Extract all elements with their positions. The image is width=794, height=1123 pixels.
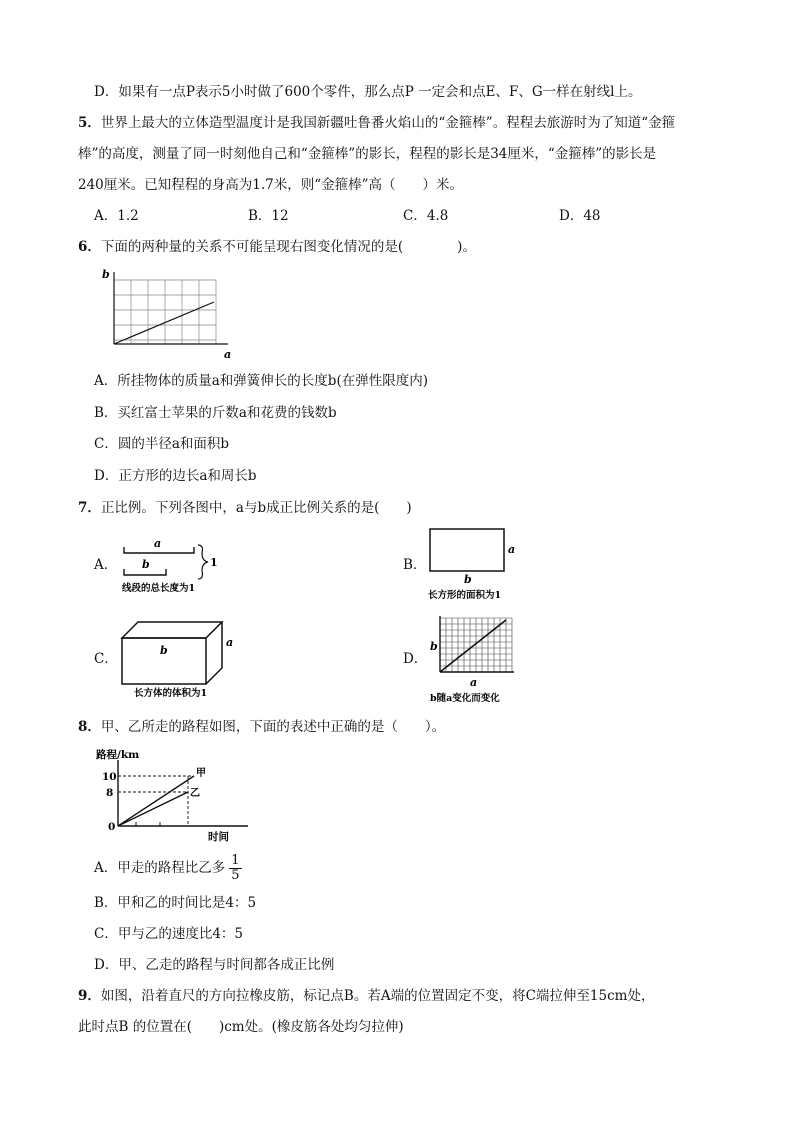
- q7-figc-letter: C．: [94, 651, 118, 667]
- q7-figb-letter: B．: [403, 557, 427, 573]
- q6-graph: [96, 266, 236, 362]
- q5-stem-line1: [78, 113, 675, 133]
- q5-text-line1: 世界上最大的立体造型温度计是我国新疆吐鲁番火焰山的“金箍棒”。程程去旅游时为了知道“金箍: [100, 115, 676, 131]
- q4-option-d: D．如果有一点P表示5小时做了600个零件，那么点P 一定会和点E、F、G一样在射线l上。: [94, 84, 642, 100]
- q5-option-d: D．48: [559, 208, 601, 224]
- q7-figure-d: [424, 612, 534, 706]
- q6-x-label: a: [224, 348, 232, 361]
- q8-series-jia: 甲: [196, 768, 206, 779]
- q6-text: 下面的两种量的关系不可能呈现右图变化情况的是( )。: [100, 239, 476, 255]
- q8-option-a-fraction: [229, 854, 241, 883]
- q8-option-a: [94, 854, 242, 883]
- q7-figure-a: [116, 535, 226, 595]
- q5-stem-line2: 棒”的高度，测量了同一时刻他自己和“金箍棒”的影长，程程的影长是34厘米，“金箍棒”的影长是: [78, 146, 657, 162]
- q7a-b-label: b: [142, 558, 150, 571]
- q7-number: 7．: [78, 500, 101, 516]
- q7b-a-label: a: [508, 543, 516, 556]
- q5-option-c: C．4.8: [403, 208, 449, 224]
- q7a-caption: 线段的总长度为1: [122, 583, 196, 594]
- q5-number: 5．: [78, 115, 101, 131]
- q8-option-c: C．甲与乙的速度比4：5: [94, 926, 244, 942]
- q6-option-c: C．圆的半径a和面积b: [94, 436, 230, 452]
- q8-option-b: B．甲和乙的时间比是4：5: [94, 895, 257, 911]
- q8-line-yi: [118, 792, 188, 826]
- q7-figure-b: [424, 525, 534, 603]
- q9-stem-line1: [78, 986, 654, 1006]
- q6-option-a: A．所挂物体的质量a和弹簧伸长的长度b(在弹性限度内): [94, 373, 428, 389]
- q7a-a-label: a: [154, 537, 162, 550]
- q8-origin: 0: [108, 821, 116, 833]
- q7-figa-letter: A．: [94, 557, 118, 573]
- q8-tick-8: 8: [106, 787, 114, 799]
- q7b-b-label: b: [464, 573, 472, 586]
- q6-option-d: D．正方形的边长a和周长b: [94, 468, 257, 484]
- q5-stem-line3: 240厘米。已知程程的身高为1.7米，则“金箍棒”高（ ）米。: [78, 177, 464, 193]
- q9-text-line1: 如图，沿着直尺的方向拉橡皮筋，标记点B。若A端的位置固定不变，将C端拉伸至15cm处，: [100, 988, 655, 1004]
- q7d-a-label: a: [470, 676, 478, 689]
- q9-stem-line2: 此时点B 的位置在( )cm处。(橡皮筋各处均匀拉伸): [78, 1019, 404, 1035]
- q5-option-a: A．1.2: [94, 208, 139, 224]
- q8-x-label: 时间: [208, 831, 229, 843]
- q7-figure-c: [114, 616, 244, 702]
- q7d-line: [440, 620, 506, 672]
- q8-number: 8．: [78, 719, 101, 735]
- q8-tick-10: 10: [102, 771, 117, 783]
- q8-line-jia: [118, 776, 194, 826]
- q7b-caption: 长方形的面积为1: [428, 590, 502, 601]
- q8-option-d: D．甲、乙走的路程与时间都各成正比例: [94, 957, 335, 973]
- q7-stem: [78, 498, 412, 518]
- q6-number: 6．: [78, 239, 101, 255]
- q8-series-yi: 乙: [190, 788, 200, 799]
- q6-stem: [78, 237, 476, 257]
- q8-frac-denominator: 5: [231, 868, 240, 883]
- q7-figd-letter: D．: [403, 651, 428, 667]
- q6-option-b: B．买红富士苹果的斤数a和花费的钱数b: [94, 405, 337, 421]
- q8-frac-numerator: 1: [231, 853, 240, 868]
- q8-text: 甲、乙所走的路程如图，下面的表述中正确的是（ ）。: [100, 719, 446, 735]
- q6-y-label: b: [102, 268, 110, 281]
- q8-option-a-text: A．甲走的路程比乙多: [94, 860, 226, 876]
- q8-graph: [96, 746, 256, 842]
- q8-y-label: 路程/km: [96, 749, 140, 761]
- q7c-b-label: b: [160, 644, 168, 657]
- q6-grid: [114, 280, 216, 344]
- q8-stem: [78, 717, 445, 737]
- q9-number: 9．: [78, 988, 101, 1004]
- q5-option-b: B．12: [248, 208, 289, 224]
- q7c-a-label: a: [226, 636, 234, 649]
- q7d-b-label: b: [430, 640, 438, 653]
- q7a-one-label: 1: [210, 556, 218, 569]
- q7-text: 正比例。下列各图中，a与b成正比例关系的是( ): [100, 500, 412, 516]
- q7c-caption: 长方体的体积为1: [134, 688, 208, 699]
- q7d-caption: b随a变化而变化: [430, 693, 500, 704]
